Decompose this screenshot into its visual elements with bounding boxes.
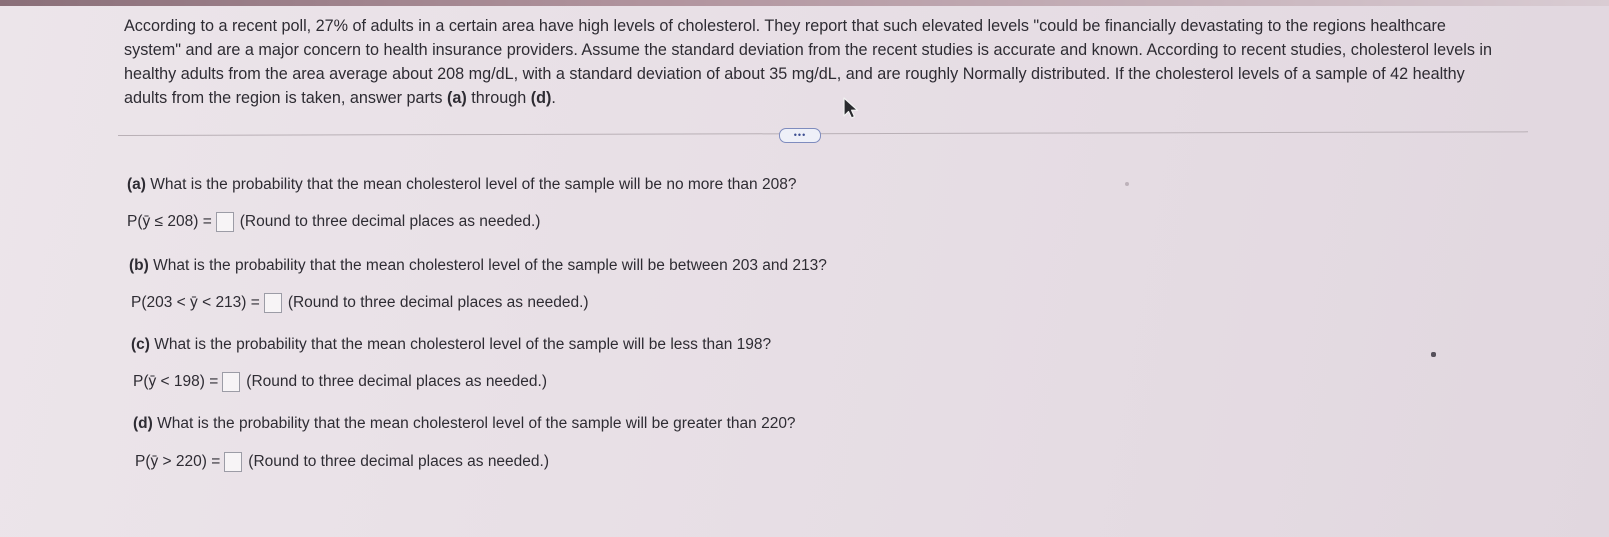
background-speck	[1125, 182, 1129, 186]
answer-c-input[interactable]	[222, 372, 240, 392]
question-d	[133, 415, 796, 433]
question-b-text: What is the probability that the mean cholesterol level of the sample will be between 203 and 213?	[153, 257, 827, 274]
answer-row-a	[127, 212, 540, 232]
question-a	[127, 176, 796, 194]
question-c-tag: (c)	[131, 336, 150, 353]
answer-d-expression: P(ȳ > 220) =	[135, 453, 221, 470]
answer-c-hint: (Round to three decimal places as needed.)	[246, 373, 548, 390]
intro-part-d-ref: (d)	[530, 89, 552, 107]
top-edge-strip	[0, 0, 1609, 6]
answer-a-expression: P(ȳ ≤ 208) =	[127, 213, 212, 230]
problem-statement	[124, 14, 1504, 110]
question-c	[131, 336, 771, 354]
question-d-text: What is the probability that the mean cholesterol level of the sample will be greater than 220?	[157, 415, 796, 432]
answer-row-d	[135, 452, 549, 472]
intro-through: through	[466, 89, 531, 107]
question-c-text: What is the probability that the mean cholesterol level of the sample will be less than 198?	[154, 336, 772, 353]
section-divider	[118, 131, 1528, 136]
question-b-tag: (b)	[129, 257, 149, 274]
intro-part-a-ref: (a)	[447, 89, 467, 107]
answer-a-input[interactable]	[216, 212, 234, 232]
answer-b-input[interactable]	[264, 293, 282, 313]
answer-d-input[interactable]	[224, 452, 242, 472]
question-d-tag: (d)	[133, 415, 153, 432]
background-speck	[1431, 352, 1436, 357]
expand-more-button[interactable]: •••	[779, 128, 821, 143]
question-b	[129, 257, 827, 275]
question-a-tag: (a)	[127, 176, 146, 193]
mouse-pointer-icon	[842, 96, 860, 120]
answer-c-expression: P(ȳ < 198) =	[133, 373, 219, 390]
answer-b-hint: (Round to three decimal places as needed.)	[287, 294, 589, 311]
answer-d-hint: (Round to three decimal places as needed.)	[248, 453, 550, 470]
answer-b-expression: P(203 < ȳ < 213) =	[131, 294, 260, 311]
answer-row-c	[133, 372, 547, 392]
intro-period: .	[551, 89, 556, 107]
answer-row-b	[131, 293, 589, 313]
intro-text: According to a recent poll, 27% of adults in a certain area have high levels of cholesterol. They report that such elevated levels "could be financially devastating to the regions healthcare system" and are a major concern to health insurance providers. Assume the standard deviation from the recent studies is accurate and known. According to recent studies, cholesterol levels in healthy adults from the area average about 208 mg/dL, with a standard deviation of about 35 mg/dL, and are roughly Normally distributed. If the cholesterol levels of a sample of 42 healthy adults from the region is taken, answer parts	[124, 17, 1493, 107]
answer-a-hint: (Round to three decimal places as needed.)	[239, 213, 541, 230]
question-a-text: What is the probability that the mean cholesterol level of the sample will be no more than 208?	[150, 176, 797, 193]
